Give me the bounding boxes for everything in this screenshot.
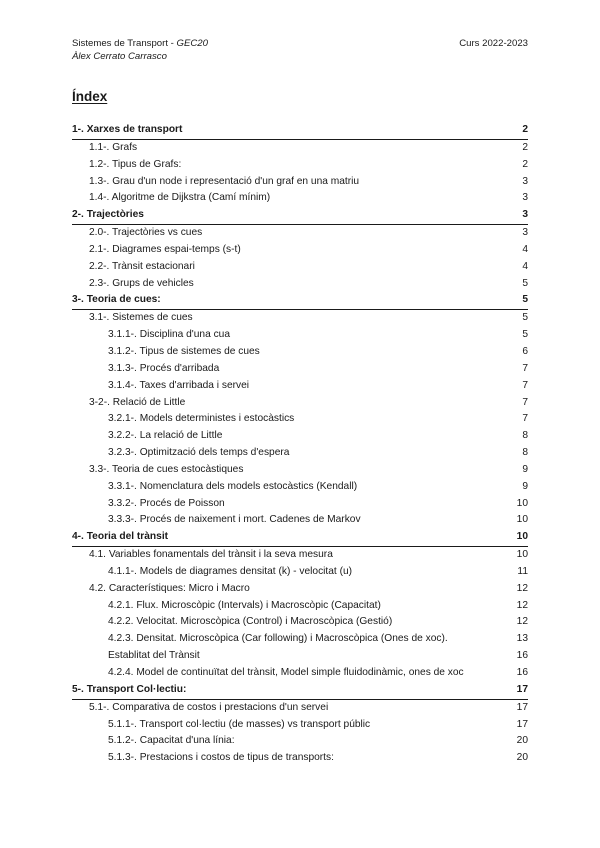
toc-entry[interactable] xyxy=(72,462,528,479)
toc-entry-title: 1.2-. Tipus de Grafs: xyxy=(89,158,182,170)
toc-entry[interactable] xyxy=(72,242,528,259)
toc-entry-title: 3.2.2-. La relació de Little xyxy=(108,430,223,442)
toc-entry-page: 17 xyxy=(516,701,528,713)
toc-entry-title: 1-. Xarxes de transport xyxy=(72,124,183,135)
toc-entry-page: 5 xyxy=(522,294,528,306)
toc-entry-title: 3.3.3-. Procés de naixement i mort. Cadenes de Markov xyxy=(108,514,361,526)
toc-entry[interactable] xyxy=(72,529,528,547)
toc-entry-title: 1.3-. Grau d'un node i representació d'un graf en una matriu xyxy=(89,175,360,187)
toc-entry-title: 5.1.2-. Capacitat d'una línia: xyxy=(108,735,235,747)
toc-entry-page: 3 xyxy=(522,175,528,187)
toc-entry-page: 13 xyxy=(516,633,528,645)
toc-entry[interactable] xyxy=(72,259,528,276)
toc-entry-page: 11 xyxy=(517,565,528,577)
toc-entry-title: 1.4-. Algoritme de Dijkstra (Camí mínim) xyxy=(89,192,271,204)
toc-entry[interactable] xyxy=(72,682,528,700)
toc-entry-title: 4-. Teoria del trànsit xyxy=(72,531,169,543)
toc-entry-page: 5 xyxy=(522,312,528,324)
toc-entry-page: 5 xyxy=(522,329,528,341)
toc-entry-title: 3.3.1-. Nomenclatura dels models estocàstics (Kendall) xyxy=(108,480,358,492)
toc-entry-page: 7 xyxy=(522,362,528,374)
toc-entry[interactable] xyxy=(72,614,528,631)
toc-entry[interactable] xyxy=(72,276,528,293)
toc-entry-page: 16 xyxy=(516,667,528,678)
toc-entry[interactable] xyxy=(72,512,528,529)
toc-entry-page: 12 xyxy=(516,599,528,611)
toc-entry-title: 3.1.2-. Tipus de sistemes de cues xyxy=(108,345,260,357)
toc-entry-page: 2 xyxy=(522,141,528,153)
toc-entry-title: 3.1.1-. Disciplina d'una cua xyxy=(108,329,231,341)
toc-entry-title: 5.1-. Comparativa de costos i prestacions d'un servei xyxy=(89,701,329,713)
toc-entry[interactable] xyxy=(72,717,528,734)
toc-entry-page: 10 xyxy=(516,531,528,543)
toc-entry-page: 2 xyxy=(522,158,528,170)
toc-entry-page: 6 xyxy=(522,345,528,357)
toc-entry-title: 4.1. Variables fonamentals del trànsit i la seva mesura xyxy=(89,549,333,561)
toc-entry[interactable] xyxy=(72,547,528,564)
toc-entry[interactable] xyxy=(72,292,528,310)
toc-entry-page: 8 xyxy=(522,447,528,459)
toc-entry[interactable] xyxy=(72,207,528,225)
toc-entry-title: 4.2.3. Densitat. Microscòpica (Car following) i Macroscòpica (Ones de xoc). xyxy=(108,633,448,645)
toc-entry[interactable] xyxy=(72,700,528,717)
toc-entry[interactable] xyxy=(72,648,528,665)
toc-entry-title: 2.0-. Trajectòries vs cues xyxy=(89,227,203,239)
toc-entry-title: 2-. Trajectòries xyxy=(72,209,144,221)
toc-entry-title: 3.1-. Sistemes de cues xyxy=(89,312,193,324)
toc-entry-title: 3.2.1-. Models deterministes i estocàstics xyxy=(108,413,295,425)
toc-entry-page: 3 xyxy=(522,209,528,221)
toc-entry[interactable] xyxy=(72,361,528,378)
toc-entry-page: 12 xyxy=(516,616,528,628)
page-header-left xyxy=(72,37,208,64)
toc-entry[interactable] xyxy=(72,411,528,428)
toc-entry[interactable] xyxy=(72,733,528,750)
toc-entry-title: 2.2-. Trànsit estacionari xyxy=(89,260,195,272)
toc-entry-title: 3.3-. Teoria de cues estocàstiques xyxy=(89,463,244,475)
course-prefix: Sistemes de Transport - xyxy=(72,38,177,49)
toc-entry[interactable] xyxy=(72,174,528,191)
toc-entry[interactable] xyxy=(72,225,528,242)
page-header-right xyxy=(459,37,528,50)
toc-entry[interactable] xyxy=(72,496,528,513)
toc-entry-title: 3.1.4-. Taxes d'arribada i servei xyxy=(108,379,250,391)
course-line xyxy=(72,37,208,50)
toc-entry-title: 4.2.2. Velocitat. Microscòpica (Control) i Macroscòpica (Gestió) xyxy=(108,616,393,628)
toc-entry[interactable] xyxy=(72,122,528,140)
toc-entry-title: 4.2.4. Model de continuïtat del trànsit, Model simple fluidodinàmic, ones de xoc xyxy=(108,667,464,678)
toc-entry-title: 3-2-. Relació de Little xyxy=(89,396,186,408)
toc-entry[interactable] xyxy=(72,564,528,581)
toc-entry[interactable] xyxy=(72,395,528,412)
toc-entry[interactable] xyxy=(72,428,528,445)
toc-entry-title: 4.2. Característiques: Micro i Macro xyxy=(89,582,250,594)
author-name: Àlex Cerrato Carrasco xyxy=(72,51,167,63)
page-title: Índex xyxy=(72,89,108,104)
toc-entry-page: 7 xyxy=(522,413,528,425)
toc-entry-page: 7 xyxy=(522,396,528,408)
toc-entry[interactable] xyxy=(72,581,528,598)
toc-entry-page: 20 xyxy=(516,735,528,747)
toc-entry-page: 3 xyxy=(522,192,528,204)
toc-entry-page: 7 xyxy=(522,379,528,391)
toc-entry-page: 17 xyxy=(516,683,528,695)
toc-entry[interactable] xyxy=(72,327,528,344)
toc-entry[interactable] xyxy=(72,140,528,157)
toc-entry-title: 2.3-. Grups de vehicles xyxy=(89,277,194,289)
toc-entry-title: 5-. Transport Col·lectiu: xyxy=(72,683,187,695)
toc-entry[interactable] xyxy=(72,665,528,682)
toc-entry[interactable] xyxy=(72,310,528,327)
course-year: Curs 2022-2023 xyxy=(459,38,528,49)
toc-entry-title: 5.1.3-. Prestacions i costos de tipus de transports: xyxy=(108,752,334,764)
toc-entry-title: 4.2.1. Flux. Microscòpic (Intervals) i Macroscòpic (Capacitat) xyxy=(108,599,381,611)
toc-entry-title: 3-. Teoria de cues: xyxy=(72,294,161,306)
toc-entry-page: 9 xyxy=(522,463,528,475)
toc-entry-title: 3.3.2-. Procés de Poisson xyxy=(108,497,225,509)
toc-entry-page: 17 xyxy=(516,718,528,730)
toc-entry[interactable] xyxy=(72,344,528,361)
toc-entry[interactable] xyxy=(72,598,528,615)
toc-entry-page: 5 xyxy=(522,277,528,289)
toc-entry-page: 4 xyxy=(522,260,528,272)
toc-entry-title: Establitat del Trànsit xyxy=(108,650,200,662)
toc-entry-page: 10 xyxy=(516,549,528,561)
toc-entry-title: 5.1.1-. Transport col·lectiu (de masses) vs transport públic xyxy=(108,718,371,730)
toc-entry-title: 3.1.3-. Procés d'arribada xyxy=(108,362,220,374)
toc-entry-page: 10 xyxy=(516,497,528,509)
toc-entry[interactable] xyxy=(72,631,528,648)
toc-entry[interactable] xyxy=(72,190,528,207)
toc-entry-page: 3 xyxy=(522,227,528,239)
toc-entry[interactable] xyxy=(72,157,528,174)
toc-entry-page: 10 xyxy=(516,514,528,526)
toc-entry-title: 3.2.3-. Optimització dels temps d'espera xyxy=(108,447,290,459)
toc-entry-page: 12 xyxy=(516,582,528,594)
toc-entry-page: 8 xyxy=(522,430,528,442)
toc-entry-page: 2 xyxy=(522,124,528,135)
toc-entry-page: 4 xyxy=(522,243,528,255)
toc-entry-title: 4.1.1-. Models de diagrames densitat (k) - velocitat (u) xyxy=(108,565,353,577)
toc-entry[interactable] xyxy=(72,479,528,496)
toc-entry[interactable] xyxy=(72,378,528,395)
toc-entry-title: 2.1-. Diagrames espai-temps (s-t) xyxy=(89,243,241,255)
toc-entry-title: 1.1-. Grafs xyxy=(89,141,138,153)
toc-entry-page: 9 xyxy=(522,480,528,492)
toc-entry[interactable] xyxy=(72,445,528,462)
toc-entry[interactable] xyxy=(72,750,528,767)
table-of-contents xyxy=(72,122,528,767)
course-code: GEC20 xyxy=(176,38,208,49)
toc-entry-page: 16 xyxy=(516,650,528,662)
toc-entry-page: 20 xyxy=(516,752,528,764)
